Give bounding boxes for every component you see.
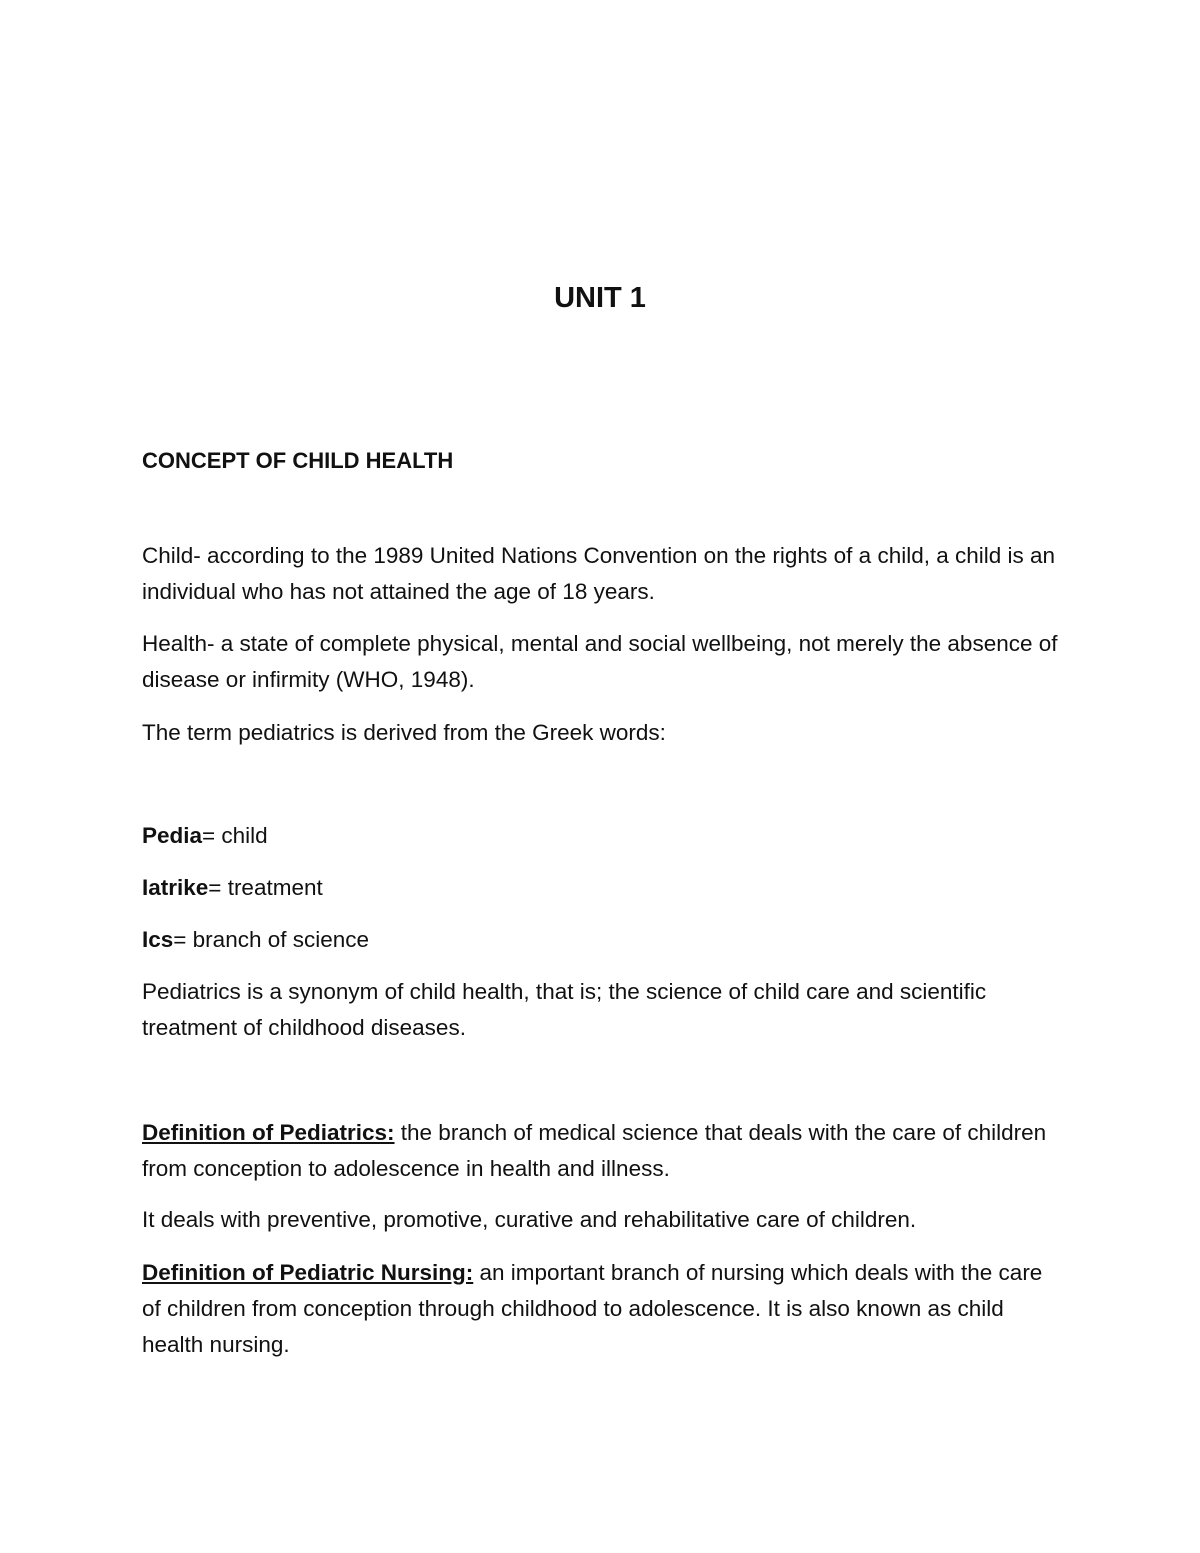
greek-word-ics	[142, 922, 1062, 958]
greek-meaning: = treatment	[208, 875, 323, 900]
pediatrics-intro: The term pediatrics is derived from the Greek words:	[142, 720, 666, 745]
unit-title: UNIT 1	[554, 282, 646, 314]
greek-term: Pedia	[142, 823, 203, 848]
greek-meaning: = branch of science	[173, 927, 370, 952]
deals-with-paragraph: It deals with preventive, promotive, curative and rehabilitative care of children.	[142, 1207, 917, 1232]
definition-text: an important branch of nursing which deals with the care of children from conception through childhood to adolescence. It is also known as child health nursing.	[142, 1260, 1043, 1357]
greek-term: Iatrike	[142, 875, 209, 900]
greek-meaning: = child	[202, 823, 268, 848]
definition-label: Definition of Pediatrics:	[142, 1120, 395, 1145]
section-heading: CONCEPT OF CHILD HEALTH	[142, 448, 454, 473]
greek-term: Ics	[142, 927, 174, 952]
greek-word-pedia	[142, 818, 1062, 854]
greek-word-iatrike	[142, 870, 1062, 906]
definition-pediatric-nursing	[142, 1255, 1062, 1363]
health-definition: Health- a state of complete physical, mental and social wellbeing, not merely the absence of disease or infirmity (WHO, 1948).	[142, 631, 1058, 692]
definition-text: the branch of medical science that deals with the care of children from conception to adolescence in health and illness.	[142, 1120, 1047, 1181]
synonym-paragraph: Pediatrics is a synonym of child health, that is; the science of child care and scientific treatment of childhood diseases.	[142, 979, 987, 1040]
definition-label: Definition of Pediatric Nursing:	[142, 1260, 474, 1285]
definition-pediatrics	[142, 1115, 1062, 1187]
child-definition: Child- according to the 1989 United Nations Convention on the rights of a child, a child is an individual who has not attained the age of 18 years.	[142, 543, 1056, 604]
